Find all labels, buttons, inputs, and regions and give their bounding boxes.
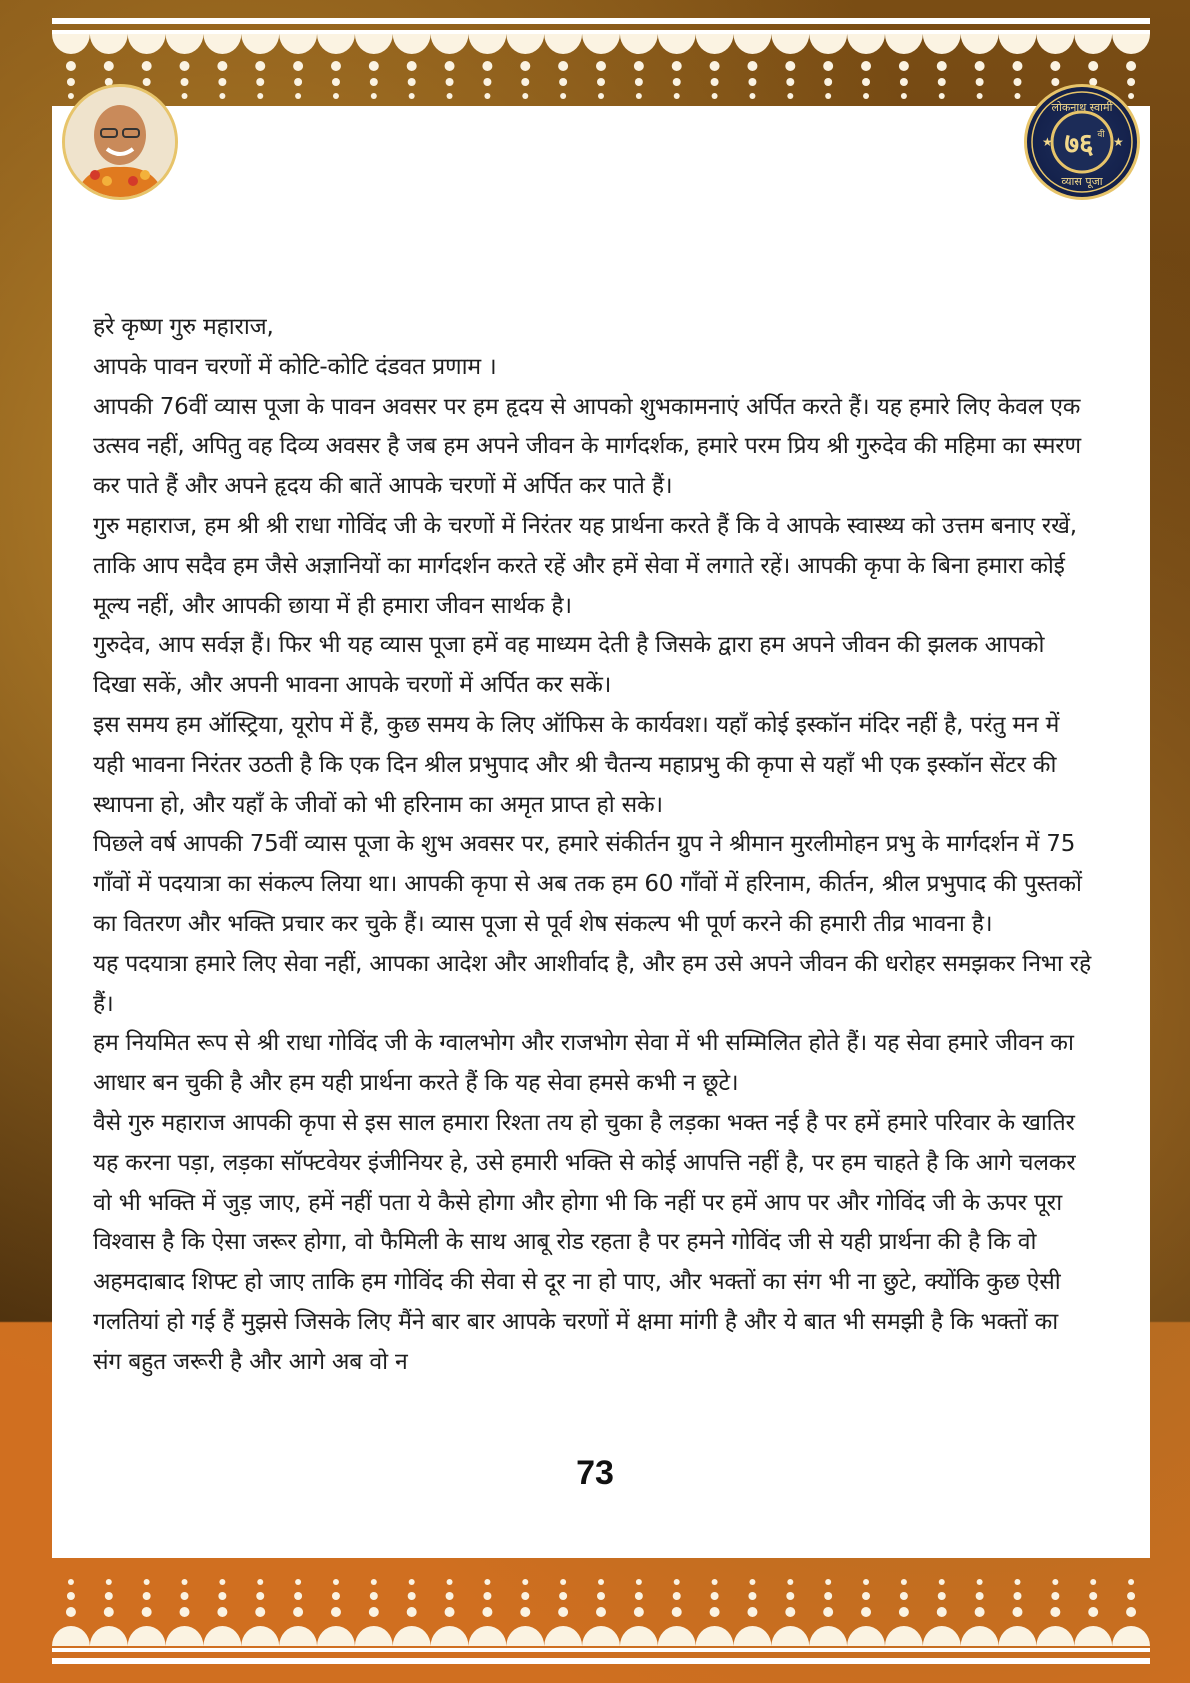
letter-paragraph: हरे कृष्ण गुरु महाराज, — [93, 314, 274, 340]
guru-portrait-photo — [62, 84, 178, 200]
svg-text:वी: वी — [1097, 130, 1105, 140]
letter-paragraph: वैसे गुरु महाराज आपकी कृपा से इस साल हमारा रिश्ता तय हो चुका है लड़का भक्त नई है पर हमें हमारे परिवार के खातिर यह करना पड़ा, लड़का सॉफ्टवेयर इंजीनियर हे, उसे हमारी भक्ति से कोई आपत्ति नहीं है, पर हम चाहते है कि आगे चलकर वो भी भक्ति में जुड़ जाए, हमें नहीं पता ये कैसे होगा और होगा भी कि नहीं पर हमें आप पर और गोविंद जी के ऊपर पूरा विश्वास है कि ऐसा जरूर होगा, वो फैमिली के साथ आबू रोड रहता है पर हमने गोविंद जी से यही प्रार्थना की है कि वो अहमदाबाद शिफ्ट हो जाए ताकि हम गोविंद की सेवा से दूर ना हो पाए, और भक्तों का संग भी ना छुटे, क्योंकि कुछ ऐसी गलतियां हो गई हैं मुझसे जिसके लिए मैंने बार बार आपके चरणों में क्षमा मांगी है और ये बात भी समझी है कि भक्तों का संग बहुत जरूरी है और आगे अब वो न — [93, 1109, 1076, 1375]
top-rule-line — [52, 18, 1150, 24]
scallop-pattern — [52, 34, 1150, 60]
dot-pattern — [52, 58, 1150, 106]
letter-paragraph: इस समय हम ऑस्ट्रिया, यूरोप में हैं, कुछ समय के लिए ऑफिस के कार्यवश। यहाँ कोई इस्कॉन मंदिर नहीं है, परंतु मन में यही भावना निरंतर उठती है कि एक दिन श्रील प्रभुपाद और श्री चैतन्य महाप्रभु की कृपा से यहाँ भी एक इस्कॉन सेंटर की स्थापना हो, और यहाँ के जीवों को भी हरिनाम का अमृत प्राप्त हो सके। — [93, 711, 1060, 818]
top-decorative-border — [0, 0, 1190, 110]
bottom-rule-line — [52, 1648, 1150, 1652]
letter-paragraph: आपके पावन चरणों में कोटि-कोटि दंडवत प्रणाम । — [93, 353, 497, 380]
page-number: 73 — [576, 1454, 614, 1492]
letter-paragraph: हम नियमित रूप से श्री राधा गोविंद जी के ग्वालभोग और राजभोग सेवा में भी सम्मिलित होते हैं। यह सेवा हमारे जीवन का आधार बन चुकी है और हम यही प्रार्थना करते हैं कि यह सेवा हमसे कभी न छूटे। — [93, 1030, 1074, 1097]
scallop-pattern — [52, 1620, 1150, 1646]
letter-paragraph: आपकी 76वीं व्यास पूजा के पावन अवसर पर हम हृदय से आपको शुभकामनाएं अर्पित करते हैं। यह हमारे लिए केवल एक उत्सव नहीं, अपितु वह दिव्य अवसर है जब हम अपने जीवन के मार्गदर्शक, हमारे परम प्रिय श्री गुरुदेव की महिमा का स्मरण कर पाते हैं और अपने हृदय की बातें आपके चरणों में अर्पित कर पाते हैं। — [93, 393, 1081, 500]
vyas-puja-seal-logo — [1024, 84, 1140, 200]
svg-text:लोकनाथ स्वामी: लोकनाथ स्वामी — [1051, 101, 1113, 114]
bottom-rule-line — [52, 1658, 1150, 1664]
bottom-decorative-border — [0, 1558, 1190, 1683]
letter-paragraph: यह पदयात्रा हमारे लिए सेवा नहीं, आपका आदेश और आशीर्वाद है, और हम उसे अपने जीवन की धरोहर समझकर निभा रहे हैं। — [93, 950, 1092, 1017]
letter-paragraph: गुरु महाराज, हम श्री श्री राधा गोविंद जी के चरणों में निरंतर यह प्रार्थना करते हैं कि वे आपके स्वास्थ्य को उत्तम बनाए रखें, ताकि आप सदैव हम जैसे अज्ञानियों का मार्गदर्शन करते रहें और हमें सेवा में लगाते रहें। आपकी कृपा के बिना हमारा कोई मूल्य नहीं, और आपकी छाया में ही हमारा जीवन सार्थक है। — [93, 512, 1077, 619]
letter-body — [93, 308, 1093, 1383]
svg-text:७६: ७६ — [1064, 127, 1094, 160]
svg-text:व्यास पूजा: व्यास पूजा — [1061, 175, 1103, 188]
svg-text:★: ★ — [1042, 135, 1053, 149]
dot-pattern — [52, 1574, 1150, 1622]
letter-paragraph: गुरुदेव, आप सर्वज्ञ हैं। फिर भी यह व्यास पूजा हमें वह माध्यम देती है जिसके द्वारा हम अपने जीवन की झलक आपको दिखा सकें, और अपनी भावना आपके चरणों में अर्पित कर सकें। — [93, 632, 1045, 699]
svg-text:★: ★ — [1113, 135, 1124, 149]
letter-paragraph: पिछले वर्ष आपकी 75वीं व्यास पूजा के शुभ अवसर पर, हमारे संकीर्तन ग्रुप ने श्रीमान मुरलीमोहन प्रभु के मार्गदर्शन में 75 गाँवों में पदयात्रा का संकल्प लिया था। आपकी कृपा से अब तक हम 60 गाँवों में हरिनाम, कीर्तन, श्रील प्रभुपाद की पुस्तकों का वितरण और भक्ति प्रचार कर चुके हैं। व्यास पूजा से पूर्व शेष संकल्प भी पूर्ण करने की हमारी तीव्र भावना है। — [93, 831, 1082, 937]
